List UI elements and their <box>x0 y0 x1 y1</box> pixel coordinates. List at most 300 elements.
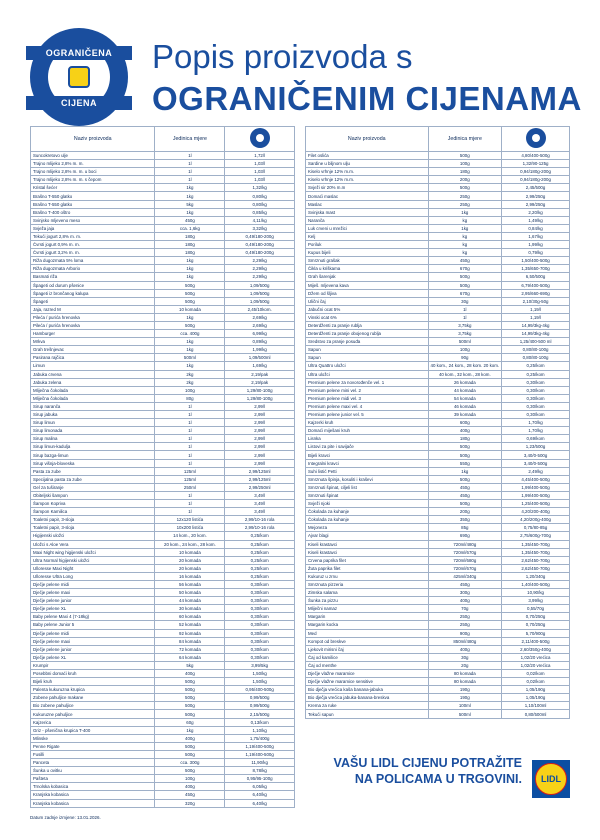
limited-price: 4,20/200g-400g <box>502 516 570 524</box>
product-name: Pileća / purića hrenovka <box>31 321 155 329</box>
unit-of-measure: cca. 1,6kg <box>155 224 225 232</box>
limited-price: 0,30/kom <box>225 645 295 653</box>
badge-bottom-text: CIJENA <box>26 96 132 110</box>
limited-price: 1,10/kg <box>225 726 295 734</box>
table-row <box>306 265 570 273</box>
limited-price: 2,45/500g <box>502 184 570 192</box>
limited-price: 4,20/200-400g <box>502 508 570 516</box>
unit-of-measure: 450g <box>428 483 502 491</box>
limited-price: 0,30/kom <box>225 597 295 605</box>
limited-price: 0,49/180-200g <box>225 232 295 240</box>
limited-price: 2,29/kg <box>225 273 295 281</box>
unit-of-measure: 100g <box>428 160 502 168</box>
table-row <box>31 411 295 419</box>
unit-of-measure: 500g <box>428 184 502 192</box>
product-name: Čvrsti jogurt 0,9% m. m. <box>31 241 155 249</box>
unit-of-measure: 1kg <box>155 338 225 346</box>
unit-of-measure: 450g <box>155 216 225 224</box>
limited-price: 3,99/kg <box>502 597 570 605</box>
product-name: Šunka u ovitku <box>31 767 155 775</box>
promo-line2: NA POLICAMA U TRGOVINI. <box>354 772 522 786</box>
limited-price: 0,25/kom <box>502 362 570 370</box>
table-row <box>306 273 570 281</box>
product-name: Čvrsti jogurt 3,2% m. m. <box>31 249 155 257</box>
footer-date: Datum zadnje izmjene: 13.01.2026. <box>30 815 101 820</box>
product-name: Svježa jaja <box>31 224 155 232</box>
product-name: Špageti <box>31 297 155 305</box>
limited-price: 2,99/l <box>225 451 295 459</box>
table-row <box>306 241 570 249</box>
product-name: Palenta kukuruzna krupica <box>31 686 155 694</box>
table-row <box>306 184 570 192</box>
limited-price: 1,67/kg <box>502 232 570 240</box>
limited-price: 1,09/500g <box>225 281 295 289</box>
limited-price: 0,99/500g <box>225 702 295 710</box>
product-name: Higijenski uložci <box>31 532 155 540</box>
unit-of-measure: 1l <box>155 176 225 184</box>
table-row <box>306 338 570 346</box>
unit-of-measure: 1kg <box>155 192 225 200</box>
table-row <box>31 257 295 265</box>
limited-price: 2,99/125ml <box>225 475 295 483</box>
unit-of-measure: 500g <box>155 742 225 750</box>
product-name: Premium pelene midi vel. 3 <box>306 394 429 402</box>
table-row <box>31 686 295 694</box>
unit-of-measure: 5kg <box>155 661 225 669</box>
table-row <box>306 548 570 556</box>
product-name: Med <box>306 629 429 637</box>
unit-of-measure: 500g <box>428 443 502 451</box>
table-row <box>306 192 570 200</box>
table-row <box>306 694 570 702</box>
table-row <box>306 402 570 410</box>
limited-price: 1,99/kg <box>225 346 295 354</box>
unit-of-measure: 1l <box>428 305 502 313</box>
table-row <box>31 354 295 362</box>
limited-price: 3,32/kg <box>225 224 295 232</box>
unit-of-measure: 180g <box>155 249 225 257</box>
product-name: Čokolada za kuhanje <box>306 508 429 516</box>
product-name: Panceta <box>31 759 155 767</box>
limited-price: 0,25/kom <box>225 572 295 580</box>
unit-of-measure: 1l <box>155 459 225 467</box>
limited-price: 6,99/kg <box>225 330 295 338</box>
limited-price: 0,30/kom <box>502 411 570 419</box>
table-row <box>31 589 295 597</box>
limited-price: 1,29/80-100g <box>225 394 295 402</box>
table-row <box>306 629 570 637</box>
limited-price: 2,29/kg <box>225 257 295 265</box>
unit-of-measure: 180g <box>155 241 225 249</box>
table-row <box>306 435 570 443</box>
limited-price: 4,11/kg <box>225 216 295 224</box>
unit-of-measure: 400g <box>428 427 502 435</box>
limited-price: 0,25/kom <box>225 564 295 572</box>
product-name: Dječje pelene junior <box>31 645 155 653</box>
product-name: Posebbni domaći kruh <box>31 670 155 678</box>
table-row <box>306 427 570 435</box>
badge-top-text: OGRANIČENA <box>26 46 132 60</box>
product-name: Žuta paprika filet <box>306 564 429 572</box>
limited-price: 2,99/l <box>225 419 295 427</box>
limited-price: 6,79/400-500g <box>502 281 570 289</box>
table-row <box>306 386 570 394</box>
product-name: Bijeli kruh <box>31 678 155 686</box>
product-name: Smrznuti grašak <box>306 257 429 265</box>
unit-of-measure: 40 kom., 32 kom., 28 kom. <box>428 370 502 378</box>
unit-of-measure: 1kg <box>155 257 225 265</box>
page-title-line2: OGRANIČENIM CIJENAMA <box>152 80 582 117</box>
product-name: Trajno mlijeko 2,8% m. m. <box>31 160 155 168</box>
product-name: Dječje pelene maxi <box>31 637 155 645</box>
unit-of-measure: 500ml <box>428 710 502 718</box>
limited-price: 0,79/kg <box>502 249 570 257</box>
unit-of-measure: 10 komada <box>155 548 225 556</box>
product-name: Zobene pahuljice makane <box>31 694 155 702</box>
table-row <box>31 249 295 257</box>
product-name: Mrkva <box>31 338 155 346</box>
table-row <box>31 548 295 556</box>
product-name: Dječje pelene XL <box>31 653 155 661</box>
product-name: Dječje vlažne maramice sensitive <box>306 678 429 686</box>
limited-price: 0,30/kom <box>225 621 295 629</box>
table-row <box>306 516 570 524</box>
unit-of-measure: 500ml <box>155 354 225 362</box>
unit-of-measure: 12x120 listića <box>155 516 225 524</box>
table-row <box>31 613 295 621</box>
product-name: Jaja, razred M <box>31 305 155 313</box>
product-name: Margarin <box>306 613 429 621</box>
table-row <box>306 645 570 653</box>
unit-of-measure: 180g <box>155 232 225 240</box>
unit-of-measure: cca. 300g <box>155 759 225 767</box>
table-row <box>306 176 570 184</box>
product-name: Grah trešnjevac <box>31 346 155 354</box>
table-row <box>31 791 295 799</box>
product-name: Svježi sir 20% m.m <box>306 184 429 192</box>
limited-price: 3,40/0-500g <box>502 459 570 467</box>
limited-price: 0,30/kom <box>225 580 295 588</box>
product-name: Tekući jogurt 2,8% m. m. <box>31 232 155 240</box>
table-row <box>31 224 295 232</box>
product-table-left <box>30 126 295 808</box>
table-row <box>306 475 570 483</box>
limited-price: 4,80/400-500g <box>502 152 570 160</box>
product-name: Sirup limun-kadulja <box>31 443 155 451</box>
price-tag-icon <box>68 66 90 88</box>
limited-price: 1,50/kg <box>225 670 295 678</box>
unit-of-measure: 84 komada <box>155 637 225 645</box>
product-name: Mliječna čokolada <box>31 394 155 402</box>
limited-price: 0,49/180-200g <box>225 249 295 257</box>
limited-price: 1,32/90-125g <box>502 160 570 168</box>
limited-price: 2,60/350g-400g <box>502 645 570 653</box>
product-table-right <box>305 126 570 719</box>
limited-price: 0,84/kg <box>502 224 570 232</box>
product-name: Kukuruz u zrnu <box>306 572 429 580</box>
table-row <box>31 160 295 168</box>
table-row <box>306 459 570 467</box>
limited-price: 0,95/400-500g <box>225 686 295 694</box>
limited-price: 5,70/900g <box>502 629 570 637</box>
limited-price: 2,99/l <box>225 459 295 467</box>
table-row <box>306 589 570 597</box>
table-row <box>31 459 295 467</box>
limited-price: 1,35/450-700g <box>502 548 570 556</box>
product-name: Kupus bijeli <box>306 249 429 257</box>
limited-price: 1,49/kg <box>502 216 570 224</box>
table-row <box>306 524 570 532</box>
product-name: Čaj od menthe <box>306 661 429 669</box>
limited-price: 0,95/95-100g <box>225 775 295 783</box>
unit-of-measure: 350g <box>428 516 502 524</box>
product-name: Kelj <box>306 232 429 240</box>
table-row <box>306 370 570 378</box>
table-row <box>306 572 570 580</box>
unit-of-measure: 500g <box>155 694 225 702</box>
limited-price: 11,90/kg <box>225 759 295 767</box>
table-row <box>31 362 295 370</box>
product-name: Maslac <box>306 200 429 208</box>
limited-price: 2,11/400-500g <box>502 637 570 645</box>
product-name: Hamburger <box>31 330 155 338</box>
product-name: Premium pelene za novorođenče vel. 1 <box>306 378 429 386</box>
table-row <box>31 694 295 702</box>
unit-of-measure: 1l <box>155 411 225 419</box>
promo-text <box>330 755 522 787</box>
table-row <box>31 168 295 176</box>
table-row <box>31 346 295 354</box>
table-row <box>31 378 295 386</box>
product-name: Čokolada za kuhanje <box>306 516 429 524</box>
unit-of-measure: 125ml <box>155 467 225 475</box>
limited-price: 1,05/190g <box>502 694 570 702</box>
unit-of-measure: 1kg <box>155 184 225 192</box>
unit-of-measure: 500g <box>155 710 225 718</box>
unit-of-measure: 1l <box>155 160 225 168</box>
limited-price: 0,69/kom <box>502 435 570 443</box>
unit-of-measure: 1kg <box>155 273 225 281</box>
limited-price: 1,99/kg <box>502 241 570 249</box>
unit-of-measure: 100g <box>155 775 225 783</box>
unit-of-measure: 720ml/480g <box>428 540 502 548</box>
unit-of-measure: 500g <box>155 289 225 297</box>
product-name: Riža dugozrnata Arborio <box>31 265 155 273</box>
unit-of-measure: 20g <box>428 661 502 669</box>
unit-of-measure: 92 komada <box>155 629 225 637</box>
unit-of-measure: 200g <box>428 508 502 516</box>
limited-price: 1,99/400-500g <box>502 483 570 491</box>
unit-of-measure: 60g <box>155 718 225 726</box>
table-row <box>306 168 570 176</box>
unit-of-measure: 100g <box>428 346 502 354</box>
unit-of-measure: 70g <box>428 605 502 613</box>
unit-of-measure: 320g <box>155 799 225 807</box>
limited-price-badge-icon <box>250 128 270 148</box>
table-row <box>31 200 295 208</box>
table-row <box>31 621 295 629</box>
unit-of-measure: 850ml/480g <box>428 637 502 645</box>
product-name: Toaletni papir, 3-sloja <box>31 516 155 524</box>
unit-of-measure: 14 kom., 20 kom. <box>155 532 225 540</box>
unit-of-measure: 400g <box>155 734 225 742</box>
unit-of-measure: 5kg <box>155 200 225 208</box>
product-name: Fusilli <box>31 750 155 758</box>
limited-price: 0,25/kom <box>225 548 295 556</box>
table-row <box>31 305 295 313</box>
unit-of-measure: 1l <box>155 451 225 459</box>
table-row <box>306 321 570 329</box>
table-row <box>306 605 570 613</box>
product-name: Krema za ruke <box>306 702 429 710</box>
table-header-row <box>306 127 570 152</box>
product-name: Sardine u biljnom ulju <box>306 160 429 168</box>
table-row <box>31 370 295 378</box>
table-row <box>306 653 570 661</box>
unit-of-measure: 20 kom., 24 kom., 28 kom. <box>155 540 225 548</box>
product-name: Dječje pelene junior <box>31 597 155 605</box>
limited-price: 14,99/3kg-4kg <box>502 330 570 338</box>
product-name: Zimska salama <box>306 589 429 597</box>
product-name: Basmati riža <box>31 273 155 281</box>
limited-price: 0,80/80-100g <box>502 346 570 354</box>
table-row <box>306 313 570 321</box>
product-name: Sirup malina <box>31 435 155 443</box>
limited-price: 1,50/kg <box>225 678 295 686</box>
table-row <box>31 742 295 750</box>
limited-price: 0,49/180-200g <box>225 241 295 249</box>
limited-price: 2,62/450-700g <box>502 564 570 572</box>
limited-price: 0,30/kom <box>225 613 295 621</box>
product-name: Tekući sapun <box>306 710 429 718</box>
limited-price-badge <box>30 28 128 126</box>
product-name: Čaj od kamilice <box>306 653 429 661</box>
unit-of-measure: 180g <box>428 435 502 443</box>
limited-price: 0,80/kg <box>225 192 295 200</box>
unit-of-measure: 1kg <box>155 726 225 734</box>
product-name: Ulloresse Ultra Long <box>31 572 155 580</box>
product-name: Smrznuta špinja, kosuliti i kraševi <box>306 475 429 483</box>
limited-price: 1,35/450-700g <box>502 540 570 548</box>
table-row <box>31 475 295 483</box>
product-name: Krumpir <box>31 661 155 669</box>
table-row <box>31 241 295 249</box>
table-row <box>306 419 570 427</box>
unit-of-measure: 50 komada <box>155 589 225 597</box>
unit-of-measure: 500g <box>155 750 225 758</box>
product-name: Margarin kocka <box>306 621 429 629</box>
limited-price: 2,19/pak <box>225 370 295 378</box>
limited-price: 2,99/l <box>225 402 295 410</box>
table-row <box>306 443 570 451</box>
table-row <box>31 670 295 678</box>
limited-price: 3,40/0-500g <box>502 451 570 459</box>
product-name: Toaletni papir, 3-sloja <box>31 524 155 532</box>
product-name: Obiteljski šampon <box>31 491 155 499</box>
unit-of-measure: 450g <box>428 491 502 499</box>
table-row <box>31 540 295 548</box>
unit-of-measure: 30 komada <box>155 605 225 613</box>
table-row <box>31 597 295 605</box>
table-row <box>306 508 570 516</box>
unit-of-measure: 1kg <box>155 208 225 216</box>
limited-price: 2,99/l <box>225 411 295 419</box>
table-row <box>31 734 295 742</box>
product-name: Filet oslića <box>306 152 429 160</box>
table-row <box>31 678 295 686</box>
table-row <box>31 750 295 758</box>
unit-of-measure: 500ml <box>428 338 502 346</box>
unit-of-measure: 2kg <box>155 378 225 386</box>
product-name: Luk crveni u mrežici <box>306 224 429 232</box>
unit-of-measure: 26 komada <box>428 378 502 386</box>
table-row <box>306 540 570 548</box>
table-row <box>31 338 295 346</box>
lidl-logo-text: LIDL <box>541 774 561 784</box>
limited-price: 2,99/125ml <box>225 467 295 475</box>
limited-price: 1,09/500g <box>225 297 295 305</box>
product-name: Ultra uložci <box>306 370 429 378</box>
unit-of-measure: cca. 400g <box>155 330 225 338</box>
product-name: Domaći maslac <box>306 192 429 200</box>
product-name: Dječje pelene maxi <box>31 589 155 597</box>
unit-of-measure: 20 komada <box>155 556 225 564</box>
product-name: Deterdženti za pranje obojenog rublja <box>306 330 429 338</box>
unit-of-measure: 500g <box>428 273 502 281</box>
product-name: Deterdženti za pranje rublja <box>306 321 429 329</box>
unit-of-measure: 500g <box>428 475 502 483</box>
product-name: Mlinske <box>31 734 155 742</box>
limited-price: 0,30/kom <box>502 378 570 386</box>
limited-price: 0,30/kom <box>502 402 570 410</box>
unit-of-measure: 190g <box>428 694 502 702</box>
product-name: Ulični čaj <box>306 297 429 305</box>
unit-of-measure: 2kg <box>155 370 225 378</box>
product-name: Kiselo vrhnje 12% m.m. <box>306 168 429 176</box>
unit-of-measure: 400g <box>428 597 502 605</box>
limited-price: 2,99/250ml <box>225 483 295 491</box>
table-row <box>31 645 295 653</box>
product-name: Penne Rigate <box>31 742 155 750</box>
column-header-name: Naziv proizvoda <box>306 127 429 152</box>
table-row <box>31 653 295 661</box>
page-title-line1: Popis proizvoda s <box>152 38 413 75</box>
limited-price: 0,94/180g-200g <box>502 176 570 184</box>
table-row <box>306 394 570 402</box>
limited-price: 1,99/400-500g <box>502 491 570 499</box>
unit-of-measure: 500g <box>155 321 225 329</box>
product-name: Bijeli kravci <box>306 451 429 459</box>
unit-of-measure: 400g <box>428 645 502 653</box>
unit-of-measure: 550g <box>428 459 502 467</box>
unit-of-measure: 400g <box>155 783 225 791</box>
unit-of-measure: 3,75kg <box>428 321 502 329</box>
table-row <box>306 257 570 265</box>
limited-price: 0,85/kg <box>225 208 295 216</box>
product-name: Kranjska kobasica <box>31 799 155 807</box>
unit-of-measure: 500g <box>155 297 225 305</box>
unit-of-measure: 690g <box>428 532 502 540</box>
unit-of-measure: 250g <box>428 192 502 200</box>
limited-price: 1,09/500ml <box>225 354 295 362</box>
limited-price: 0,25/kom <box>225 540 295 548</box>
limited-price: 2,99/10-16 rola <box>225 524 295 532</box>
lidl-logo <box>532 760 570 798</box>
table-row <box>306 637 570 645</box>
product-name: Grah šarenjak <box>306 273 429 281</box>
limited-price: 2,69/kg <box>225 313 295 321</box>
table-row <box>306 483 570 491</box>
